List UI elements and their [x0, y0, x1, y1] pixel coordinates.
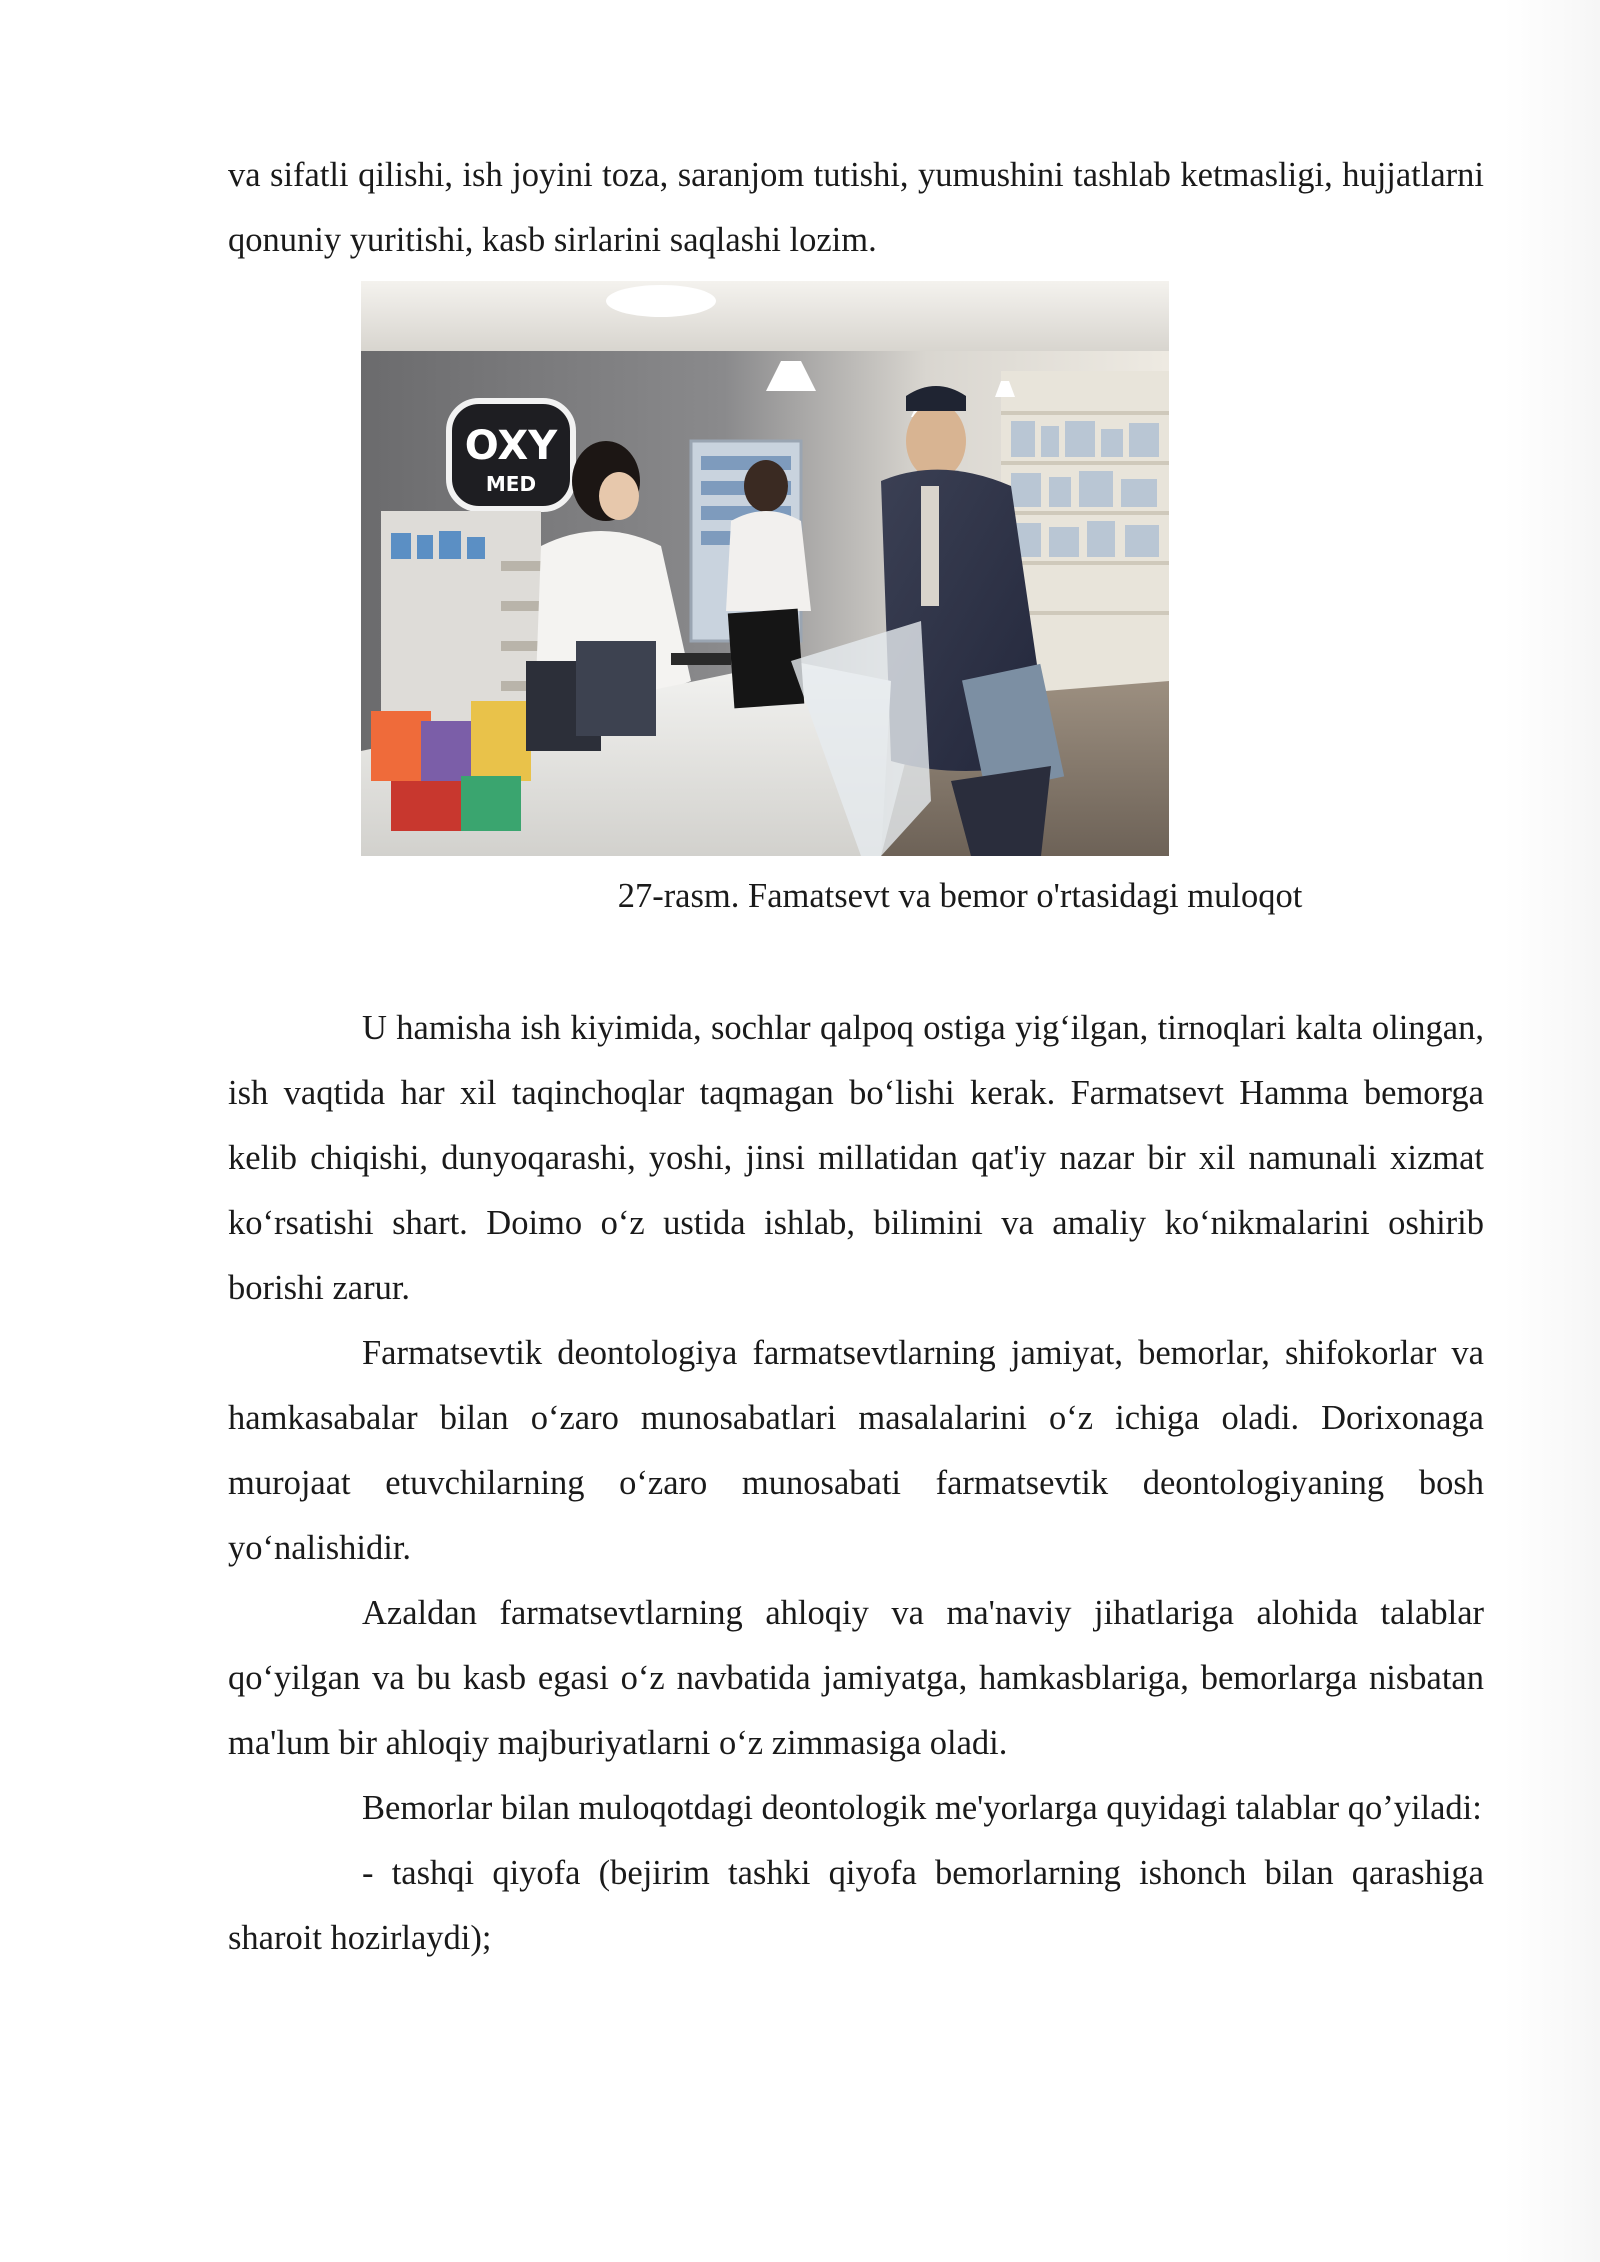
- body-text: [228, 996, 1484, 1971]
- paragraph: Bemorlar bilan muloqotdagi deontologik me'yorlarga quyidagi talablar qo’yiladi:: [362, 1789, 1482, 1827]
- paragraph-continuation: [228, 143, 1484, 273]
- paragraph: Azaldan farmatsevtlarning ahloqiy va ma'naviy jihatlariga alohida talablar qo‘yilgan va bu kasb egasi o‘z navbatida jamiyatga, hamkasblariga, bemorlarga nisbatan ma'lum bir ahloqiy majburiyatlarni o‘z zimmasiga oladi.: [228, 1594, 1484, 1762]
- caption-text: 27-rasm. Famatsevt va bemor o'rtasidagi muloqot: [617, 877, 1303, 915]
- figure-caption: [0, 871, 1600, 921]
- paragraph: va sifatli qilishi, ish joyini toza, saranjom tutishi, yumushini tashlab ketmasligi, hujjatlarni qonuniy yuritishi, kasb sirlarini saqlashi lozim.: [228, 156, 1484, 259]
- pharmacy-photo: [361, 281, 1169, 856]
- oxy-med-sign: [449, 401, 573, 509]
- sign-subtext: MED: [485, 472, 537, 496]
- paragraph: U hamisha ish kiyimida, sochlar qalpoq ostiga yig‘ilgan, tirnoqlari kalta olingan, ish vaqtida har xil taqinchoqlar taqmagan bo‘lishi kerak. Farmatsevt Hamma bemorga kelib chiqishi, dunyoqarashi, yoshi, jinsi millatidan qat'iy nazar bir xil namunali xizmat ko‘rsatishi shart. Doimo o‘z ustida ishlab, bilimini va amaliy ko‘nikmalarini oshirib borishi zarur.: [228, 1009, 1484, 1307]
- figure-photo-pharmacy: [361, 281, 1169, 856]
- list-item: - tashqi qiyofa (bejirim tashki qiyofa bemorlarning ishonch bilan qarashiga sharoit hozirlaydi);: [228, 1854, 1484, 1957]
- sign-text: OXY: [464, 423, 558, 469]
- paragraph: Farmatsevtik deontologiya farmatsevtlarning jamiyat, bemorlar, shifokorlar va hamkasabalar bilan o‘zaro munosabatlari masalalarini o‘z ichiga oladi. Dorixonaga murojaat etuvchilarning o‘zaro munosabati farmatsevtik deontologiyaning bosh yo‘nalishidir.: [228, 1334, 1484, 1567]
